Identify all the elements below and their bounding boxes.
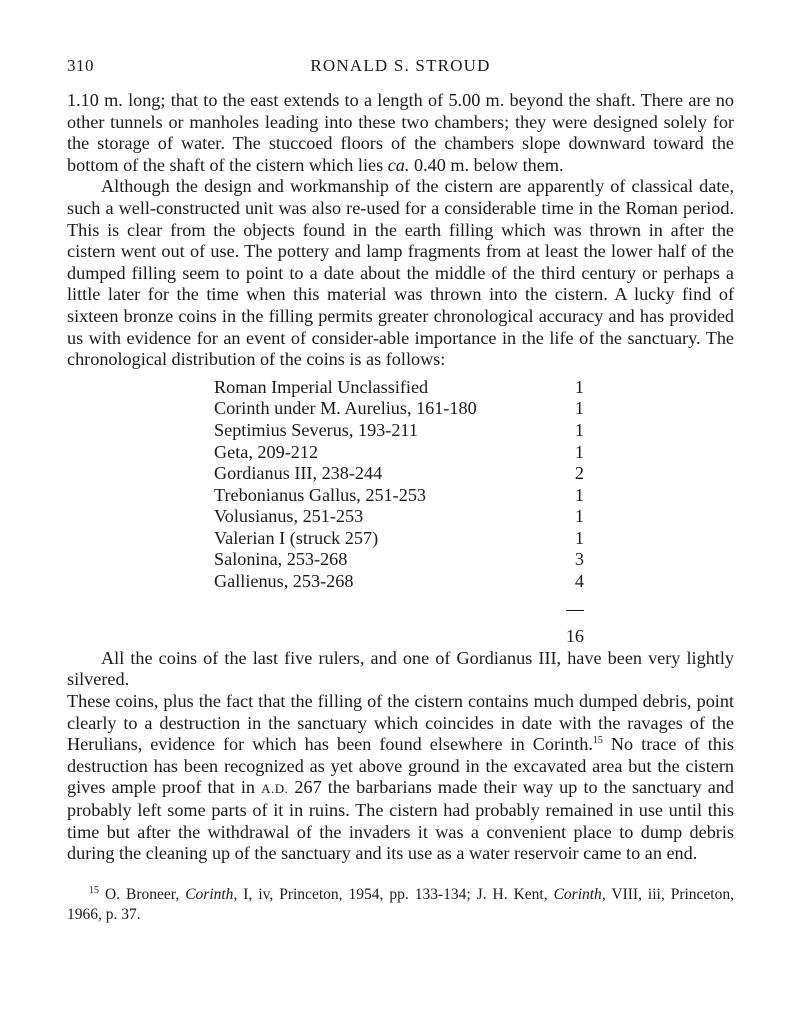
coin-count: 3 [574, 549, 584, 570]
coin-table-row [214, 377, 584, 399]
total-row [214, 620, 584, 648]
paragraph-4 [67, 691, 734, 865]
total-count: 16 [565, 626, 584, 647]
coin-table-row [214, 528, 584, 550]
paragraph-4-text-c: 267 the barbarians made their way up to the sanctuary and probably left some parts of it in ruins. The cistern had probably remained in use until this time but after the withdrawal of the invaders it was a convenient place to dump debris during the cleaning up of the sanctuary and its use as a water reservoir came to an end. [67, 777, 734, 864]
footnote-title-2: Corinth [553, 885, 602, 903]
paragraph-1 [67, 90, 734, 176]
paragraph-1-italic: ca. [387, 154, 410, 175]
page-header [67, 52, 734, 78]
page-number: 310 [67, 56, 94, 75]
total-rule [566, 610, 584, 611]
coin-count: 4 [574, 571, 584, 592]
coin-count: 1 [574, 527, 584, 548]
coin-distribution-table [214, 377, 584, 648]
total-rule-row [214, 593, 584, 621]
footnote-reference: 15 [592, 735, 603, 747]
coin-ruler: Valerian I (struck 257) [214, 527, 379, 548]
footnote [67, 885, 734, 925]
coin-table-body [214, 377, 584, 593]
coin-table-row [214, 571, 584, 593]
coin-table-row [214, 485, 584, 507]
coin-table-row [214, 463, 584, 485]
coin-ruler: Geta, 209-212 [214, 441, 319, 462]
coin-table-row [214, 506, 584, 528]
coin-ruler: Corinth under M. Aurelius, 161-180 [214, 398, 477, 419]
coin-table-row [214, 398, 584, 420]
coin-count: 1 [574, 484, 584, 505]
coin-table-row [214, 420, 584, 442]
coin-ruler: Trebonianus Gallus, 251-253 [214, 484, 427, 505]
coin-count: 1 [574, 376, 584, 397]
paragraph-4-text-a: These coins, plus the fact that the filling of the cistern contains much dumped debris, point clearly to a destruction in the sanctuary which coincides in date with the ravages of the Herulians, evidence for which has been found elsewhere in Corinth. [67, 691, 734, 755]
coin-count: 1 [574, 506, 584, 527]
coin-count: 1 [574, 441, 584, 462]
page [67, 52, 734, 925]
running-head: RONALD S. STROUD [310, 56, 491, 75]
coin-count: 2 [574, 463, 584, 484]
coin-ruler: Volusianus, 251-253 [214, 506, 364, 527]
coin-ruler: Salonina, 253-268 [214, 549, 348, 570]
paragraph-1-text-a: 1.10 m. long; that to the east extends to a length of 5.00 m. beyond the shaft. There are no other tunnels or manholes leading into these two chambers; they were designed solely for the storage of water. The stuccoed floors of the chambers slope downward toward the bottom of the shaft of the cistern which lies [67, 90, 734, 175]
coin-count: 1 [574, 398, 584, 419]
paragraph-2: Although the design and workmanship of the cistern are apparently of classical date, such a well-constructed unit was also re-used for a considerable time in the Roman period. This is clear from the objects found in the earth filling which was thrown in after the cistern went out of use. The pottery and lamp fragments from at least the lower half of the dumped filling seem to point to a date about the middle of the third century or perhaps a little later for the time when this material was thrown into the cistern. A lucky find of sixteen bronze coins in the filling permits greater chronological accuracy and has provided us with evidence for an event of consider-able importance in the life of the sanctuary. The chronological distribution of the coins is as follows: [67, 176, 734, 370]
paragraph-4-text-b: No trace of this destruction has been recognized as yet above ground in the excavated area but the cistern gives ample proof that in [67, 734, 735, 798]
coin-table-row [214, 442, 584, 464]
coin-ruler: Gordianus III, 238-244 [214, 463, 383, 484]
footnote-marker: 15 [89, 884, 99, 896]
footnote-title-1: Corinth [185, 885, 234, 903]
era-abbreviation: A.D. [261, 781, 289, 797]
footnote-text-b: , I, iv, Princeton, 1954, pp. 133-134; J. H. Kent, [233, 885, 554, 903]
coin-count: 1 [574, 419, 584, 440]
footnote-text-a: O. Broneer, [99, 885, 186, 903]
coin-table-row [214, 549, 584, 571]
paragraph-3: All the coins of the last five rulers, and one of Gordianus III, have been very lightly silvered. [67, 647, 734, 690]
body-text [67, 90, 734, 865]
coin-ruler: Roman Imperial Unclassified [214, 376, 429, 397]
coin-ruler: Gallienus, 253-268 [214, 571, 354, 592]
paragraph-1-text-b: 0.40 m. below them. [409, 154, 564, 175]
footnote-text-c: , VIII, iii, Princeton, 1966, p. 37. [67, 885, 734, 923]
coin-ruler: Septimius Severus, 193-211 [214, 419, 418, 440]
